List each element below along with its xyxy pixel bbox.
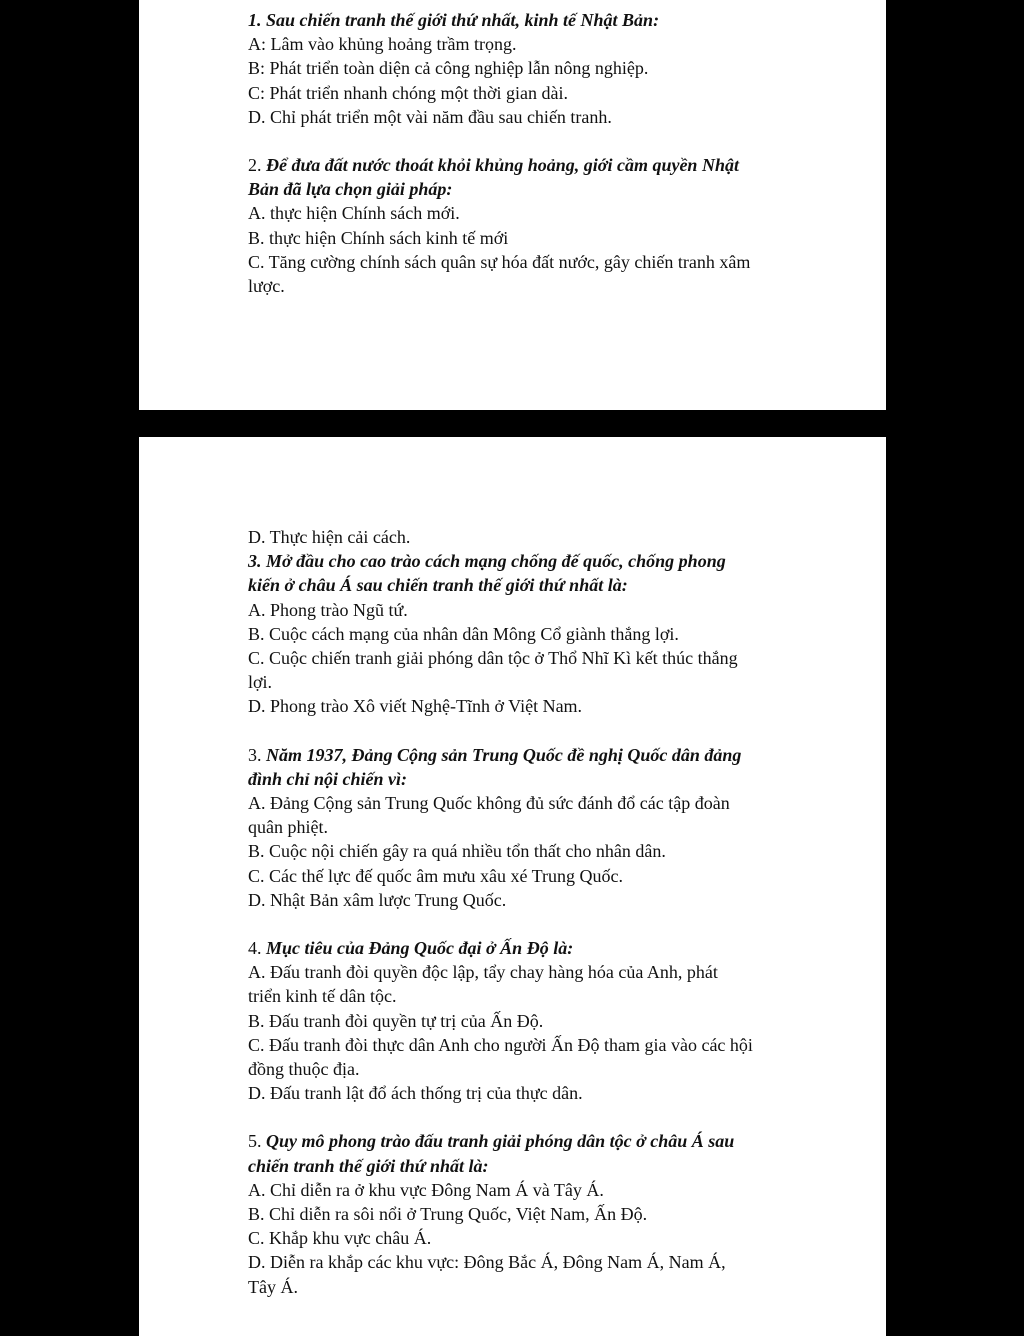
question-5-number: 5. [248,1131,262,1152]
question-4-option-d: D. Đấu tranh lật đổ ách thống trị của thực dân. [248,1083,583,1104]
question-2-option-c-cont: lược. [248,276,285,297]
question-1-option-b: B: Phát triển toàn diện cả công nghiệp lẫn nông nghiệp. [248,58,649,79]
question-2-number: 2. [248,155,262,176]
question-3a-number: 3. [248,551,262,572]
question-3a [248,549,848,718]
question-1-option-a: A: Lâm vào khủng hoảng trầm trọng. [248,34,517,55]
question-3a-option-a: A. Phong trào Ngũ tứ. [248,599,408,620]
question-3a-text-line1: Mở đầu cho cao trào cách mạng chống đế quốc, chống phong [266,551,726,572]
question-2-option-a: A. thực hiện Chính sách mới. [248,203,460,224]
question-2-option-b: B. thực hiện Chính sách kinh tế mới [248,227,509,248]
question-3a-option-c: C. Cuộc chiến tranh giải phóng dân tộc ở Thổ Nhĩ Kì kết thúc thắng [248,648,738,669]
question-3a-option-d: D. Phong trào Xô viết Nghệ-Tĩnh ở Việt Nam. [248,696,583,717]
spacer [248,129,848,153]
question-3b-option-b: B. Cuộc nội chiến gây ra quá nhiều tổn thất cho nhân dân. [248,841,666,862]
question-3b-option-c: C. Các thế lực đế quốc âm mưu xâu xé Trung Quốc. [248,865,623,886]
question-3a-option-c-cont: lợi. [248,672,273,693]
question-4-option-c-cont: đồng thuộc địa. [248,1059,360,1080]
question-2-text-line1: Để đưa đất nước thoát khỏi khủng hoảng, giới cầm quyền Nhật [266,155,739,176]
question-1-number: 1. [248,10,262,30]
question-5-text-line2: chiến tranh thế giới thứ nhất là: [248,1155,489,1176]
question-5-option-a: A. Chỉ diễn ra ở khu vực Đông Nam Á và Tây Á. [248,1179,604,1200]
question-5-option-d: D. Diễn ra khắp các khu vực: Đông Bắc Á, Đông Nam Á, Nam Á, [248,1252,726,1273]
question-3b-number: 3. [248,744,262,765]
question-4-option-c: C. Đấu tranh đòi thực dân Anh cho người Ấn Độ tham gia vào các hội [248,1034,753,1055]
question-5-option-d-cont: Tây Á. [248,1276,298,1297]
spacer [248,719,848,743]
question-1-option-d: D. Chỉ phát triển một vài năm đầu sau chiến tranh. [248,106,612,127]
question-5 [248,1129,848,1298]
question-1 [248,8,848,129]
question-1-text: Sau chiến tranh thế giới thứ nhất, kinh tế Nhật Bản: [266,10,660,30]
document-page-1 [139,0,886,410]
question-3b-option-d: D. Nhật Bản xâm lược Trung Quốc. [248,889,507,910]
question-2-option-d: D. Thực hiện cải cách. [248,527,411,547]
question-4-option-a: A. Đấu tranh đòi quyền độc lập, tẩy chay hàng hóa của Anh, phát [248,962,718,983]
question-4 [248,936,848,1105]
question-4-option-a-cont: triển kinh tế dân tộc. [248,986,397,1007]
question-5-option-b: B. Chỉ diễn ra sôi nổi ở Trung Quốc, Việt Nam, Ấn Độ. [248,1204,648,1225]
spacer [248,1105,848,1129]
question-3b [248,743,848,912]
spacer [248,912,848,936]
question-3a-text-line2: kiến ở châu Á sau chiến tranh thế giới thứ nhất là: [248,575,628,596]
question-3b-option-a: A. Đảng Cộng sản Trung Quốc không đủ sức đánh đổ các tập đoàn [248,793,730,814]
question-4-text: Mục tiêu của Đảng Quốc đại ở Ấn Độ là: [266,938,574,959]
question-3a-option-b: B. Cuộc cách mạng của nhân dân Mông Cổ giành thắng lợi. [248,623,679,644]
page-2-content [248,525,848,1299]
question-2-option-c: C. Tăng cường chính sách quân sự hóa đất nước, gây chiến tranh xâm [248,251,751,272]
question-3b-text-line2: đình chỉ nội chiến vì: [248,768,408,789]
question-2-text-line2: Bản đã lựa chọn giải pháp: [248,179,453,200]
document-page-2 [139,437,886,1336]
question-3b-text-line1: Năm 1937, Đảng Cộng sản Trung Quốc đề nghị Quốc dân đảng [266,744,742,765]
page-1-content [248,8,848,298]
question-2 [248,153,848,298]
question-5-text-line1: Quy mô phong trào đấu tranh giải phóng dân tộc ở châu Á sau [266,1131,735,1152]
question-3b-option-a-cont: quân phiệt. [248,817,328,838]
question-4-number: 4. [248,938,262,959]
question-1-option-c: C: Phát triển nhanh chóng một thời gian dài. [248,82,568,103]
question-5-option-c: C. Khắp khu vực châu Á. [248,1228,432,1249]
question-4-option-b: B. Đấu tranh đòi quyền tự trị của Ấn Độ. [248,1010,544,1031]
